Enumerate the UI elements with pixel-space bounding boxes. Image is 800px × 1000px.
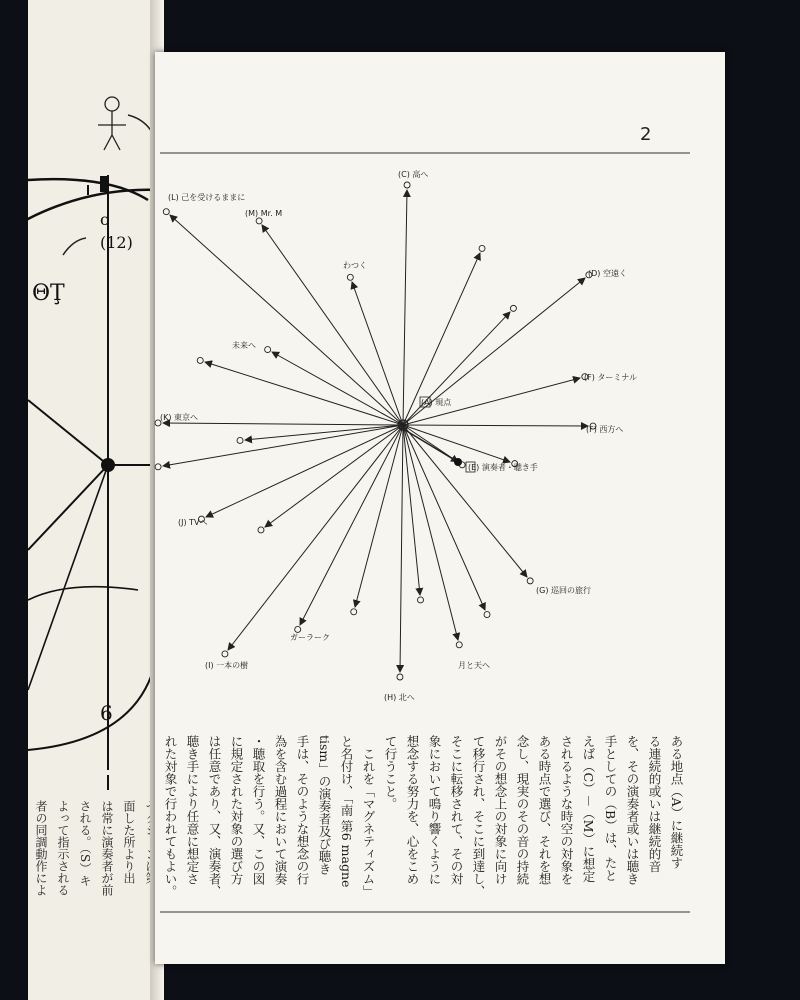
text-column: がその想念上の対象に向け <box>493 735 508 885</box>
left-text-column: は常に演奏者が前 <box>100 800 114 896</box>
text-column: を、その演奏者或いは聴き <box>625 735 640 885</box>
text-column: 聴き手により任意に想定さ <box>185 735 200 885</box>
label-c-top: (C) 高へ <box>398 170 429 179</box>
text-column: と名付け、「南 第6 magne <box>339 735 354 888</box>
left-text-column: よって指示される <box>56 800 70 896</box>
left-facing-page <box>28 0 160 1000</box>
left-label-theta: ΘŢ <box>32 281 65 306</box>
left-text-column: される。（S）キ <box>78 800 92 887</box>
text-column: て移行され、そこに到達し、 <box>471 735 486 898</box>
label-f-upper: (F) ターミナル <box>584 373 637 382</box>
text-column: 象において鳴り響くように <box>427 735 442 885</box>
text-column: ・聴取を行う。又、この図 <box>251 735 266 885</box>
page-number: 2 <box>640 124 652 145</box>
text-column: る連続的或いは継続的音 <box>647 735 662 873</box>
label-top-left: (L) 己を受けるままに <box>168 193 246 202</box>
text-column: そこに転移されて、その対 <box>449 735 464 885</box>
label-tsuki: 月と天へ <box>458 661 490 670</box>
text-column: 念し、現実のその音の持続 <box>515 735 530 885</box>
left-text-column: 者の同調動作によ <box>34 800 48 896</box>
text-column: 為を含む過程において演奏 <box>273 735 288 885</box>
left-text-column: 面した所より出 <box>122 800 136 884</box>
text-column: 想念する努力を、心をこめ <box>405 735 420 885</box>
svg-text:o: o <box>100 210 110 229</box>
label-h: (H) 北へ <box>384 693 415 702</box>
center-label: (A) 現点 <box>421 398 452 407</box>
label-watsuke: わつく <box>343 261 367 270</box>
left-label-twelve: (12) <box>100 233 133 252</box>
left-page-text <box>30 800 160 990</box>
text-column: えば（C）－（M）に想定 <box>581 735 596 883</box>
text-column: は任意であり、又、演奏者、 <box>207 735 222 898</box>
text-column: れた対象で行われてもよい。 <box>163 735 178 898</box>
label-f-right: (F) 西方へ <box>586 425 624 434</box>
text-column: に規定された対象の選び方 <box>229 735 244 885</box>
text-column: tism」の演奏者及び聴き <box>317 735 332 875</box>
label-e: (E) 演奏者・聴き手 <box>468 463 538 472</box>
left-label-six: 6 <box>100 701 113 725</box>
body-text <box>163 735 687 905</box>
text-column: て行うこと。 <box>383 735 398 810</box>
text-column: ある地点（A）に継続す <box>669 735 684 870</box>
label-mr-m: (M) Mr. M <box>245 209 283 218</box>
label-kono: 未来へ <box>232 341 256 350</box>
text-column: 手としての（B）は、たと <box>603 735 618 882</box>
text-column: されるような時空の対象を <box>559 735 574 885</box>
text-column: 手は、そのような想念の行 <box>295 735 310 885</box>
label-j: (J) TVへ <box>178 518 208 527</box>
label-mura: ガーラーク <box>290 633 330 642</box>
label-d: (D) 空遠く <box>588 269 627 278</box>
label-g: (G) 巡回の旅行 <box>536 586 591 595</box>
label-k: (K) 東京へ <box>160 413 199 422</box>
text-column: これを「マグネティズム」 <box>361 735 376 898</box>
text-column: ある時点で選び、それを想 <box>537 735 552 885</box>
label-i: (I) 一本の樹 <box>205 661 249 670</box>
